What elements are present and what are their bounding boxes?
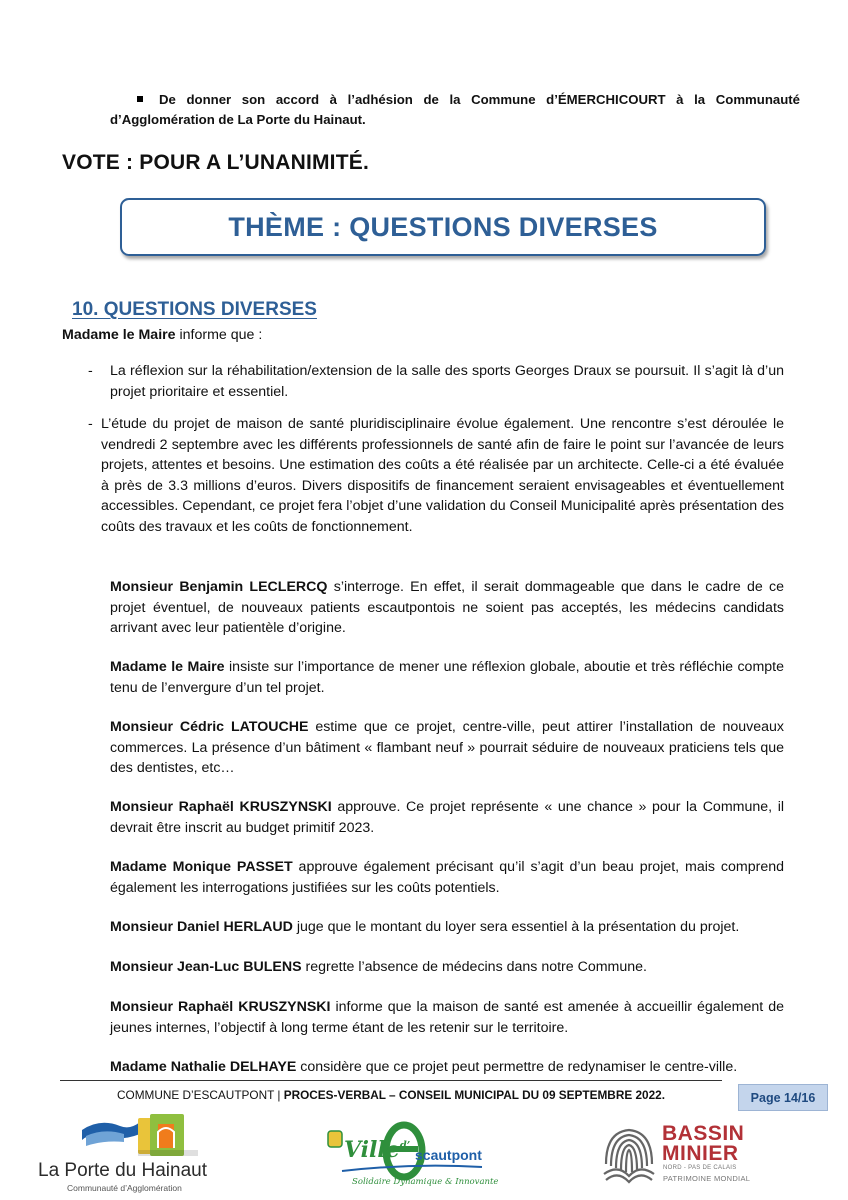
statement-text: estime que ce projet, centre-ville, peut attirer l’installation de nouveaux commerces. La présence d’un bâtiment « flambant neuf » pourrait séduire de nouveaux praticiens tels que des dentistes, etc… (110, 719, 785, 776)
statement-text: informe que la maison de santé est amenée à accueillir également de jeunes internes, l’objectif à long terme étant de les retenir sur le territoire. (110, 999, 784, 1036)
speaker-name: Monsieur Raphaël KRUSZYNSKI (110, 799, 332, 815)
bassin-word: BASSIN (662, 1122, 745, 1145)
porte-du-hainaut-logo (34, 1112, 224, 1194)
statement (110, 997, 784, 1038)
speaker-name: Monsieur Cédric LATOUCHE (110, 719, 309, 735)
statement-text: regrette l’absence de médecins dans notre Commune. (301, 959, 647, 975)
ville-rest: scautpont (415, 1147, 482, 1163)
vote-result: VOTE : POUR A L’UNANIMITÉ. (62, 151, 369, 174)
bassin-patrimoine: PATRIMOINE MONDIAL (663, 1174, 751, 1183)
statement (110, 1057, 784, 1078)
porte-emblem-icon (80, 1112, 200, 1162)
statement (110, 797, 784, 838)
speaker-name: Madame Monique PASSET (110, 859, 293, 875)
statement-text: considère que ce projet peut permettre de redynamiser le centre-ville. (296, 1059, 738, 1075)
intro-speaker: Madame le Maire (62, 327, 176, 343)
speaker-name: Madame le Maire (110, 659, 225, 675)
ville-slogan: Solidaire Dynamique & Innovante (352, 1177, 499, 1187)
statement-text: approuve également précisant qu’il s’agit d’un beau projet, mais comprend également les interrogations justifiées sur les coûts potentiels. (110, 859, 784, 896)
dash-marker: - (88, 363, 93, 379)
bassin-region: NORD - PAS DE CALAIS (663, 1165, 737, 1171)
porte-subtitle: Communauté d’Agglomération (67, 1183, 182, 1193)
speaker-name: Monsieur Benjamin LECLERCQ (110, 579, 328, 595)
ville-escautpont-logo (322, 1115, 499, 1197)
statement-text: s’interroge. En effet, il serait dommageable que dans le cadre de ce projet éventuel, de nouveaux patients escautpontois ne soient pas acceptés, les médecins candidats arrivant avec leur patientèle d’origine. (110, 579, 784, 636)
footer-pv: PROCES-VERBAL – CONSEIL MUNICIPAL DU 09 SEPTEMBRE 2022. (283, 1088, 666, 1102)
fingerprint-icon (600, 1124, 658, 1186)
ville-word (344, 1137, 410, 1163)
dash-marker: - (88, 416, 93, 432)
statement (110, 717, 784, 779)
ville-e (396, 1121, 397, 1122)
section-title: 10. QUESTIONS DIVERSES (72, 299, 317, 320)
point-text: L’étude du projet de maison de santé pluridisciplinaire évolue également. Une rencontre s’est déroulée le vendredi 2 septembre avec les différents professionnels de santé afin de faire le point sur l’avancée de leurs projets, attentes et besoins. Une estimation des coûts a été réalisée par un architecte. Celle-ci a été évaluée à près de 3.3 millions d’euros. Divers dispositifs de financement seraient envisageables et éventuellement accessibles. Cependant, ce projet fera l’objet d’une validation du Conseil Municipalité après présentation des coûts des travaux et les coûts de fonctionnement. (101, 416, 784, 535)
statement (110, 577, 784, 639)
bassin-minier-logo (600, 1122, 800, 1188)
porte-name: La Porte du Hainaut (38, 1160, 208, 1181)
footer-divider (60, 1080, 722, 1081)
intro-text: informe que : (175, 327, 263, 343)
footer-commune: COMMUNE D’ESCAUTPONT | (117, 1088, 284, 1102)
ville-v: Ville (344, 1137, 400, 1163)
speaker-name: Monsieur Raphaël KRUSZYNSKI (110, 999, 331, 1015)
accord-text: De donner son accord à l’adhésion de la Commune d’ÉMERCHICOURT à la Communauté d’Agglomération de La Porte du Hainaut. (110, 92, 800, 127)
ville-d: d’ (399, 1140, 411, 1152)
section-intro (62, 327, 262, 343)
statement (110, 657, 784, 698)
statement (110, 857, 784, 898)
speaker-name: Monsieur Jean-Luc BULENS (110, 959, 302, 975)
accord-bullet (110, 90, 800, 129)
speaker-name: Monsieur Daniel HERLAUD (110, 919, 293, 935)
statement (110, 957, 784, 978)
theme-title: THÈME : QUESTIONS DIVERSES (228, 211, 658, 242)
statement-text: approuve. Ce projet représente « une chance » pour la Commune, il devrait être inscrit au budget primitif 2023. (110, 799, 784, 836)
minier-word: MINIER (662, 1142, 739, 1165)
statement-text: juge que le montant du loyer sera essentiel à la présentation du projet. (292, 919, 740, 935)
point-text: La réflexion sur la réhabilitation/extension de la salle des sports Georges Draux se poursuit. Il s’agit là d’un projet prioritaire et essentiel. (110, 363, 784, 400)
theme-box (120, 198, 766, 256)
speaker-name: Madame Nathalie DELHAYE (110, 1059, 297, 1075)
statement-text: insiste sur l’importance de mener une réflexion globale, aboutie et très réfléchie compte tenu de l’envergure d’un tel projet. (110, 659, 784, 696)
statement (110, 917, 784, 938)
footer-text (117, 1088, 665, 1102)
square-bullet-icon (137, 96, 143, 102)
page-number: Page 14/16 (738, 1084, 828, 1111)
